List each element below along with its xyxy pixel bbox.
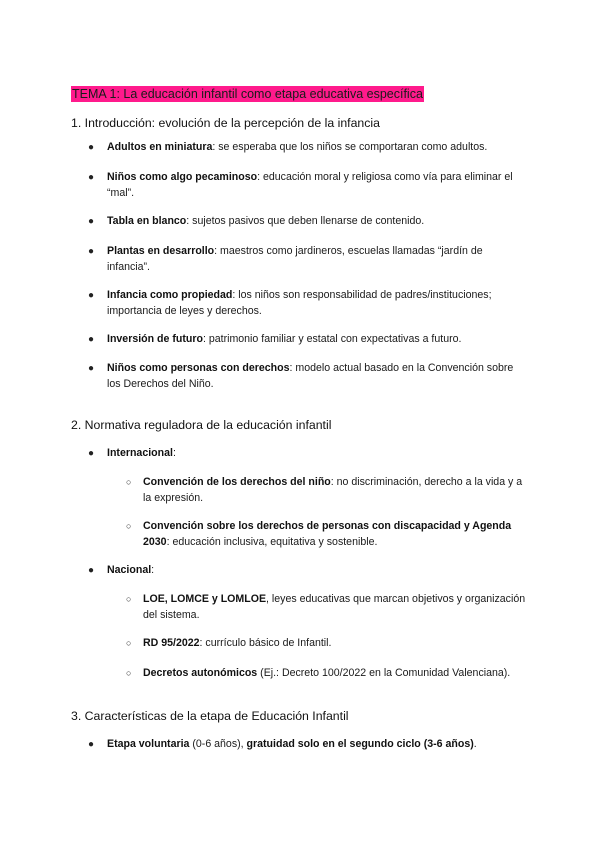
item-term: Internacional xyxy=(107,447,173,459)
sub-list-item xyxy=(143,475,533,506)
sub-bullet-icon: ○ xyxy=(126,477,132,487)
sub-list-item xyxy=(143,592,533,623)
sub-bullet-icon: ○ xyxy=(126,594,132,604)
item-text: : maestros como jardineros, escuelas llamadas “jardín de infancia”. xyxy=(107,245,483,273)
section-1-heading: 1. Introducción: evolución de la percepción de la infancia xyxy=(71,116,380,130)
list-item xyxy=(107,737,547,753)
item-text: , leyes educativas que marcan objetivos y organización del sistema. xyxy=(143,593,526,621)
bullet-icon: ● xyxy=(88,334,95,345)
list-item xyxy=(107,332,527,348)
list-item xyxy=(107,288,527,319)
bullet-icon: ● xyxy=(88,142,95,153)
list-item xyxy=(107,140,527,156)
sub-list-item xyxy=(143,636,533,652)
item-term-secondary: gratuidad solo en el segundo ciclo (3-6 años) xyxy=(246,738,474,750)
item-text: : patrimonio familiar y estatal con expectativas a futuro. xyxy=(202,333,462,345)
item-text: : educación moral y religiosa como vía para eliminar el “mal”. xyxy=(107,171,513,199)
item-text-secondary: . xyxy=(473,738,477,750)
item-text: : se esperaba que los niños se comportaran como adultos. xyxy=(212,141,488,153)
bullet-icon: ● xyxy=(88,216,95,227)
item-text: : xyxy=(151,564,155,576)
sub-list-item xyxy=(143,519,533,550)
item-term: Convención de los derechos del niño xyxy=(143,476,331,488)
item-term: Niños como personas con derechos xyxy=(107,362,290,374)
list-item xyxy=(107,170,527,201)
item-text: : sujetos pasivos que deben llenarse de contenido. xyxy=(186,215,425,227)
document-title: TEMA 1: La educación infantil como etapa educativa específica xyxy=(72,87,423,101)
section-3-heading: 3. Características de la etapa de Educación Infantil xyxy=(71,709,349,723)
item-term: RD 95/2022 xyxy=(143,637,200,649)
bullet-icon: ● xyxy=(88,565,95,576)
section-2-heading: 2. Normativa reguladora de la educación infantil xyxy=(71,418,332,432)
sub-bullet-icon: ○ xyxy=(126,521,132,531)
item-text: (0-6 años), xyxy=(189,738,247,750)
list-item xyxy=(107,361,527,392)
sub-bullet-icon: ○ xyxy=(126,668,132,678)
item-term: Convención sobre los derechos de personas con discapacidad y Agenda 2030 xyxy=(143,520,512,548)
bullet-icon: ● xyxy=(88,363,95,374)
item-text: (Ej.: Decreto 100/2022 en la Comunidad Valenciana). xyxy=(257,667,511,679)
list-item xyxy=(107,244,527,275)
item-text: : xyxy=(172,447,176,459)
bullet-icon: ● xyxy=(88,290,95,301)
item-term: Niños como algo pecaminoso xyxy=(107,171,258,183)
bullet-icon: ● xyxy=(88,246,95,257)
item-term: Decretos autonómicos xyxy=(143,667,258,679)
item-text: : modelo actual basado en la Convención sobre los Derechos del Niño. xyxy=(107,362,514,390)
item-text: : educación inclusiva, equitativa y sostenible. xyxy=(166,535,378,548)
sub-list-item xyxy=(143,666,533,682)
item-term: Tabla en blanco xyxy=(107,215,187,227)
item-term: Nacional xyxy=(107,564,152,576)
item-text: : currículo básico de Infantil. xyxy=(199,637,332,649)
item-term: Adultos en miniatura xyxy=(107,141,213,153)
list-item-national xyxy=(107,563,527,579)
item-text: : no discriminación, derecho a la vida y a la expresión. xyxy=(143,476,523,504)
item-term: Infancia como propiedad xyxy=(107,289,233,301)
bullet-icon: ● xyxy=(88,739,95,750)
item-text: : los niños son responsabilidad de padres/instituciones; importancia de leyes y derechos. xyxy=(107,289,492,317)
bullet-icon: ● xyxy=(88,448,95,459)
item-term: Inversión de futuro xyxy=(107,333,203,345)
sub-bullet-icon: ○ xyxy=(126,638,132,648)
item-term: Plantas en desarrollo xyxy=(107,245,215,257)
list-item xyxy=(107,214,527,230)
item-term: Etapa voluntaria xyxy=(107,738,190,750)
item-term: LOE, LOMCE y LOMLOE xyxy=(143,593,267,605)
list-item-international xyxy=(107,446,527,462)
bullet-icon: ● xyxy=(88,172,95,183)
